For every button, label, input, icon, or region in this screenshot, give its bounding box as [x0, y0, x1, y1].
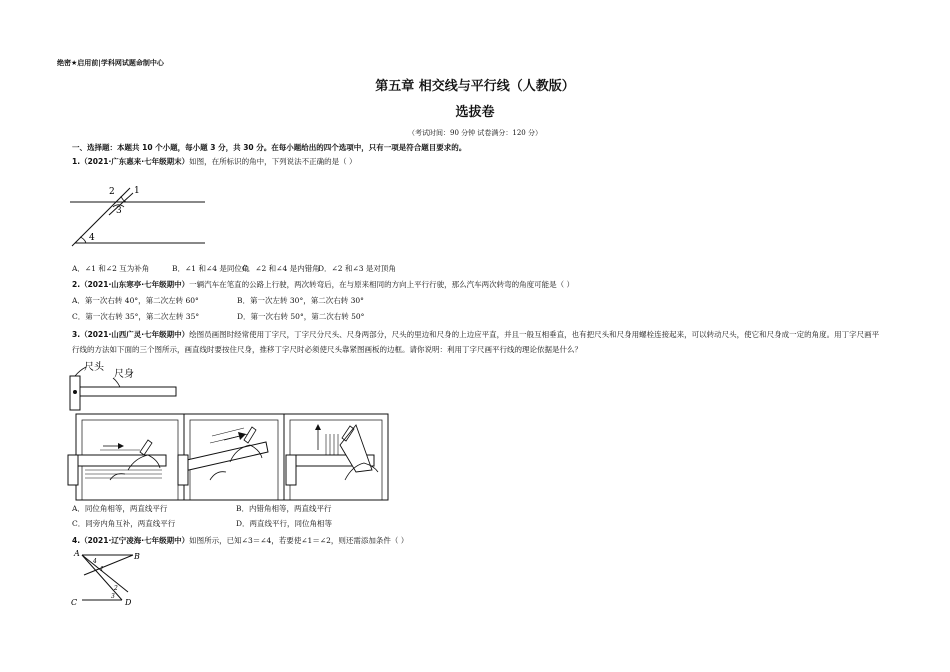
- q1-option-c: C．∠2 和∠4 是内错角: [242, 264, 320, 273]
- angle-label-2: 2: [114, 585, 118, 592]
- q2-option-d: D．第一次右转 50°，第二次右转 50°: [237, 312, 365, 321]
- angle-label-1: 1: [134, 186, 140, 196]
- question-number: 3.: [72, 330, 81, 339]
- q3-option-b: B．内错角相等，两直线平行: [236, 504, 332, 513]
- point-label-a: A: [74, 549, 80, 558]
- q1-option-a: A．∠1 和∠2 互为补角: [72, 264, 150, 273]
- document-subtitle: 选拔卷: [455, 105, 495, 120]
- question-number: 1.: [72, 157, 81, 166]
- question-text: 如图，在所标识的角中，下列说法不正确的是（ ）: [189, 157, 357, 166]
- angle-label-3: 3: [116, 206, 122, 216]
- question-text: 绘图员画图时经常使用丁字尺，丁字尺分尺头、尺身两部分，尺头的里边和尺身的上边应平直，并且一般互相垂直，也有把尺头和尺身用螺栓连接起来，可以转动尺头，使它和尺身成一定的角度。用丁字尺画平行线的方法如下面的三个图所示，画直线时要按住尺身，推移丁字尺时必须使尺头靠紧图画板的边框。请你说明：利用丁字尺画平行线的理论依据是什么？: [72, 330, 880, 354]
- angle-label-4: 4: [93, 558, 97, 565]
- angle-label-3: 3: [111, 593, 115, 600]
- q2-option-b: B．第一次左转 30°，第二次右转 30°: [237, 296, 364, 305]
- q3-option-d: D．两直线平行，同位角相等: [236, 519, 333, 528]
- exam-info: （考试时间：90 分钟 试卷满分：120 分）: [408, 129, 542, 137]
- q2-option-a: A．第一次右转 40°，第二次左转 60°: [72, 296, 199, 305]
- angle-label-1: 1: [100, 566, 104, 573]
- label-ruler-body: 尺身: [114, 369, 134, 380]
- section-heading: 一、选择题：本题共 10 个小题，每小题 3 分，共 30 分。在每小题给出的四个选项中，只有一项是符合题目要求的。: [72, 143, 467, 152]
- question-source: （2021·山西广灵·七年级期中）: [80, 330, 190, 339]
- question-number: 4.: [72, 536, 81, 545]
- question-text: 一辆汽车在笔直的公路上行驶，两次转弯后，在与原来相同的方向上平行行驶，那么汽车两次转弯的角度可能是（ ）: [189, 280, 575, 289]
- question-number: 2.: [72, 280, 81, 289]
- confidential-mark: 绝密★启用前|学科网试题命制中心: [57, 59, 164, 67]
- q2-option-c: C．第一次右转 35°，第二次左转 35°: [72, 312, 200, 321]
- q3-option-c: C．同旁内角互补，两直线平行: [72, 519, 176, 528]
- angle-label-2: 2: [109, 187, 115, 197]
- point-label-c: C: [71, 598, 78, 607]
- question-source: （2021·辽宁凌海·七年级期中）: [80, 536, 190, 545]
- point-label-d: D: [125, 598, 132, 607]
- document-title: 第五章 相交线与平行线（人教版）: [375, 79, 575, 94]
- question-source: （2021·山东寒亭·七年级期中）: [80, 280, 190, 289]
- q3-option-a: A．同位角相等，两直线平行: [72, 504, 168, 513]
- label-ruler-head: 尺头: [84, 362, 104, 373]
- angle-label-4: 4: [89, 233, 95, 243]
- question-source: （2021·广东惠来·七年级期末）: [80, 157, 190, 166]
- q1-option-b: B．∠1 和∠4 是同位角: [172, 264, 250, 273]
- question-text: 如图所示，已知∠3＝∠4，若要使∠1＝∠2，则还需添加条件（ ）: [189, 536, 409, 545]
- q1-option-d: D．∠2 和∠3 是对顶角: [318, 264, 396, 273]
- point-label-b: B: [134, 552, 140, 561]
